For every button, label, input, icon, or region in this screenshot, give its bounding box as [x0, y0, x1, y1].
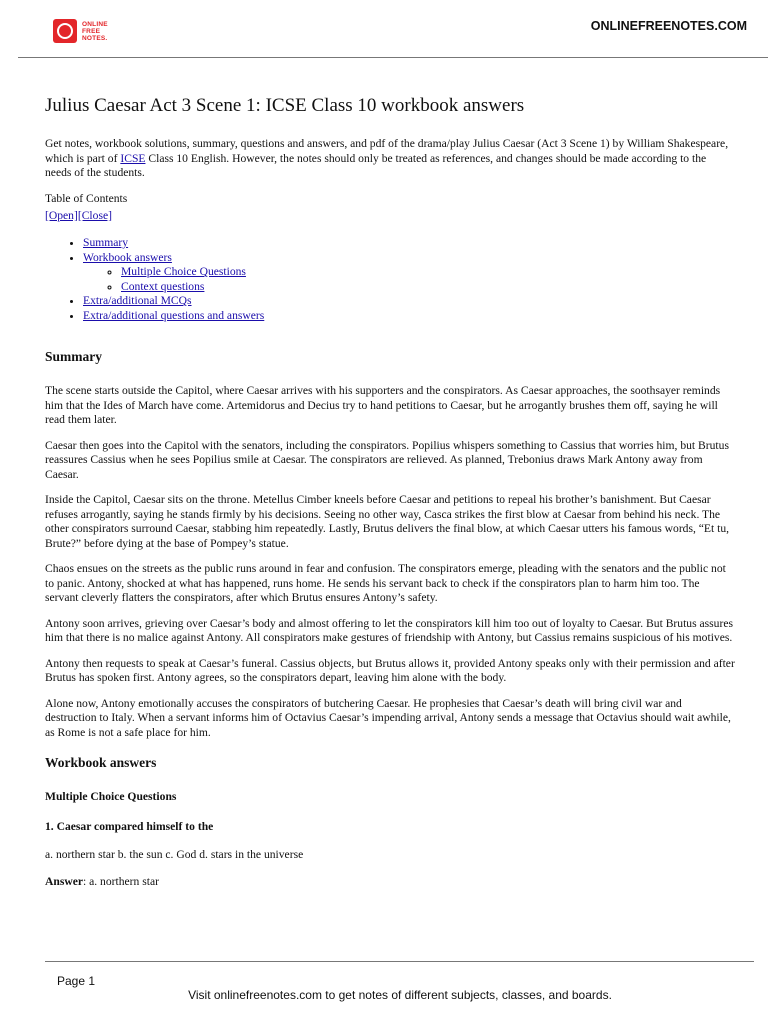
icse-link[interactable]: ICSE	[120, 151, 146, 165]
toc-link-extra-mcq[interactable]: Extra/additional MCQs	[83, 294, 192, 307]
footer-text: Visit onlinefreenotes.com to get notes of different subjects, classes, and boards.	[188, 988, 612, 1002]
question-options: a. northern star b. the sun c. God d. stars in the universe	[45, 847, 304, 861]
toc-list	[45, 236, 735, 323]
logo-line: ONLINE	[82, 20, 108, 28]
site-logo[interactable]	[53, 19, 108, 43]
summary-paragraph: Alone now, Antony emotionally accuses the conspirators of butchering Caesar. He prophesies that Caesar’s death will bring civil war and destruction to Italy. When a servant informs him of Octavius Caesar’s impending arrival, Antony sends a message that Octavius should wait awhile, as Rome is not a safe place for him.	[45, 696, 731, 739]
toc-item	[121, 280, 735, 295]
logo-line: FREE	[82, 27, 101, 35]
toc-item	[121, 265, 735, 280]
answer-label: Answer	[45, 875, 83, 888]
article-content	[45, 95, 735, 901]
page-title: Julius Caesar Act 3 Scene 1: ICSE Class 10 workbook answers	[45, 95, 525, 116]
page-header	[0, 0, 768, 58]
table-of-contents	[45, 192, 735, 324]
intro-text: Get notes, workbook solutions, summary, questions and answers, and pdf of the drama/play Julius Caesar (Act 3 Scene 1) by William Shakespeare, which is part of	[45, 137, 729, 165]
page-number: Page 1	[57, 974, 96, 988]
workbook-heading: Workbook answers	[45, 755, 157, 770]
summary-heading: Summary	[45, 349, 102, 364]
toc-title: Table of Contents	[45, 191, 128, 205]
mcq-subheading: Multiple Choice Questions	[45, 790, 177, 803]
toc-link-workbook[interactable]: Workbook answers	[83, 250, 172, 264]
toc-link-context[interactable]: Context questions	[121, 279, 205, 293]
header-divider	[18, 57, 768, 58]
summary-paragraph: Caesar then goes into the Capitol with the senators, including the conspirators. Popilius whispers something to Cassius that worries him, but Brutus reassures Cassius when he sees Popilius smile at Caesar. The conspirators are relieved. As planned, Trebonius draws Mark Antony away from Caesar.	[45, 438, 729, 481]
summary-paragraph: Chaos ensues on the streets as the public runs around in fear and confusion. The conspirators emerge, pleading with the senators and the public not to panic. Antony, shocked at what has happened, runs home. He sends his servant back to check if the conspirators plan to harm him too. The servant cleverly flatters the conspirators, after which Brutus ensures Antony’s safety.	[45, 562, 726, 604]
toc-link-summary[interactable]: Summary	[83, 236, 129, 249]
answer-line	[45, 875, 735, 890]
intro-text: Class 10 English. However, the notes should only be treated as references, and changes should be made according to the needs of the students.	[45, 151, 707, 179]
summary-paragraph: Antony soon arrives, grieving over Caesar’s body and almost offering to let the conspirators kill him too out of loyalty to Caesar. But Brutus assures him that there is no malice against Antony. All conspirators make gestures of friendship with Antony, but Cassius remains suspicious of his motives.	[45, 616, 733, 644]
logo-icon	[53, 19, 77, 43]
intro-paragraph	[45, 137, 735, 181]
site-name[interactable]: ONLINEFREENOTES.COM	[590, 19, 747, 33]
toc-item	[83, 236, 735, 251]
toc-toggle-link[interactable]: [Open][Close]	[45, 209, 112, 222]
summary-paragraph: Antony then requests to speak at Caesar’s funeral. Cassius objects, but Brutus allows it, provided Antony speaks only with their permission and after Brutus has spoken first. Antony agrees, so the conspirators depart, leaving him alone with the body.	[45, 656, 735, 684]
toc-link-mcq[interactable]: Multiple Choice Questions	[121, 265, 246, 278]
toc-item	[83, 294, 735, 309]
logo-line: NOTES.	[82, 34, 108, 42]
toc-item	[83, 251, 735, 295]
toc-link-extra-qa[interactable]: Extra/additional questions and answers	[83, 308, 265, 322]
summary-paragraph: Inside the Capitol, Caesar sits on the throne. Metellus Cimber kneels before Caesar and petitions to repeal his brother’s banishment. But Caesar refuses arrogantly, saying he stands firmly by his decisions. Seeing no other way, Casca strikes the first blow at Caesar from behind his neck. The other conspirators surround Caesar, stabbing him repeatedly. Lastly, Brutus delivers the final blow, at which Caesar utters his famous words, “Et tu, Brute?” before dying at the base of Pompey’s statue.	[45, 493, 730, 550]
toc-sublist	[83, 265, 735, 294]
summary-paragraph: The scene starts outside the Capitol, where Caesar arrives with his supporters and the conspirators. As Caesar approaches, the soothsayer reminds him that the Ides of March have come. Artemidorus and Decius try to hand petitions to Caesar, but he arrogantly brushes them off, saying he will read them later.	[45, 384, 721, 426]
footer-divider	[45, 961, 754, 962]
toc-item	[83, 309, 735, 324]
logo-text	[82, 21, 108, 42]
answer-text: : a. northern star	[83, 875, 159, 888]
question-text: 1. Caesar compared himself to the	[45, 820, 214, 833]
